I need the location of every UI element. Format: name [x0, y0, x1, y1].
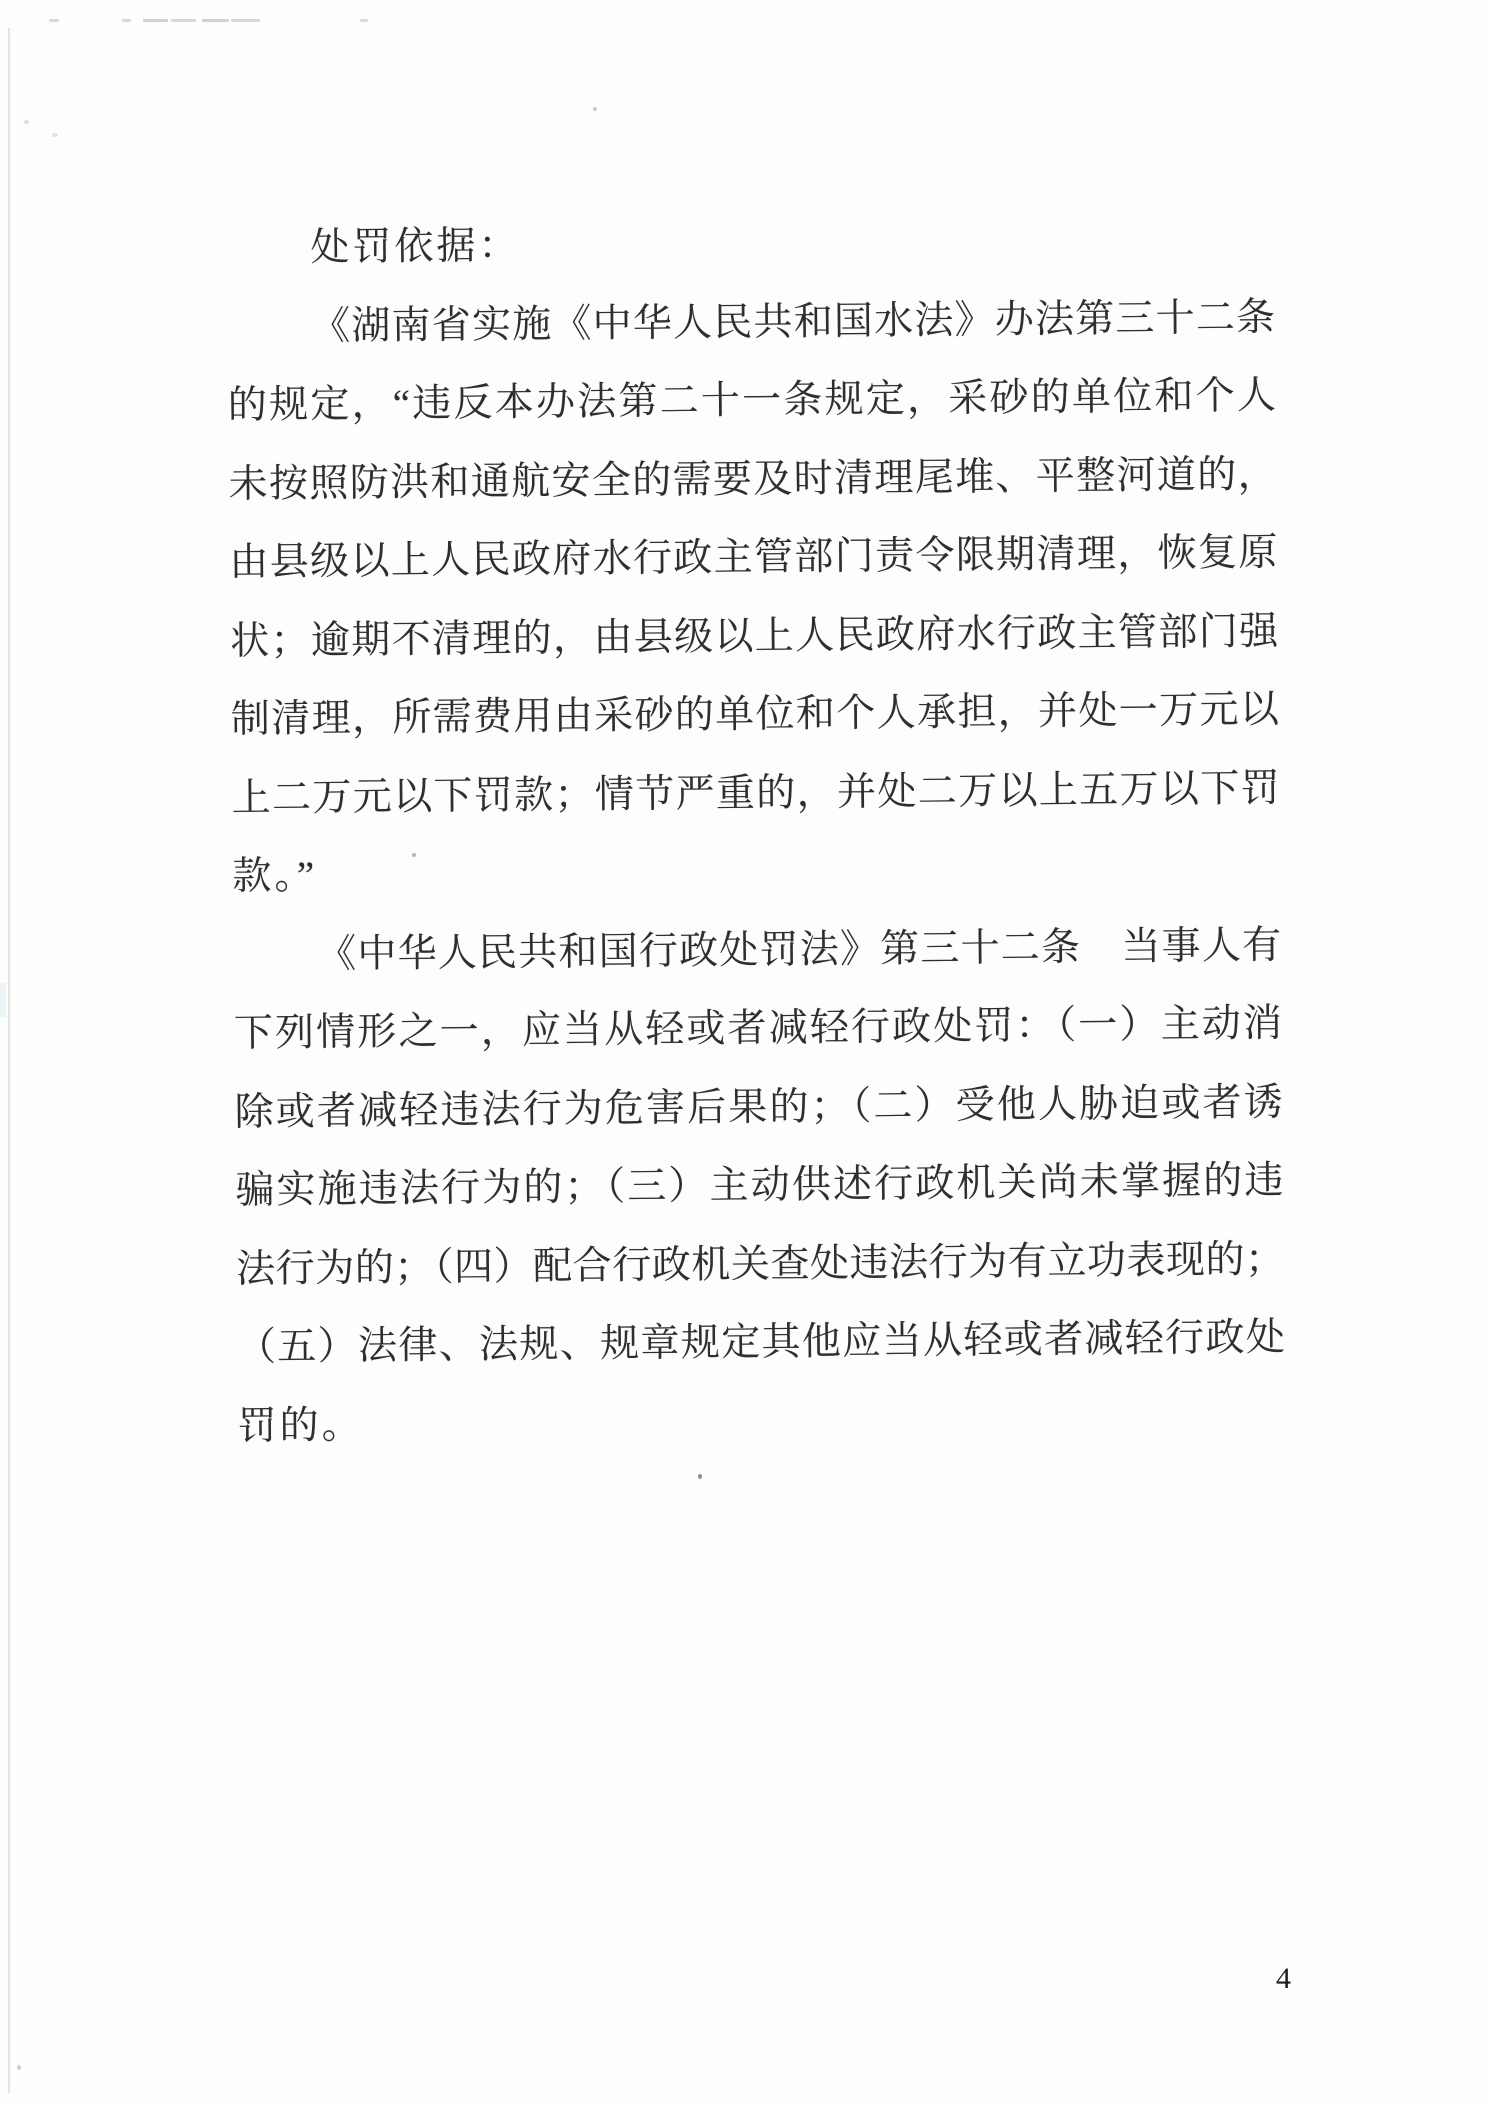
scan-artifact-speck — [698, 1474, 702, 1479]
scan-edge-line — [8, 28, 10, 2093]
text-line: 除或者减轻违法行为危害后果的；（二）受他人胁迫或者诱 — [234, 1080, 1283, 1134]
text-line: 未按照防洪和通航安全的需要及时清理尾堆、平整河道的， — [228, 452, 1277, 506]
text-line: 法行为的；（四）配合行政机关查处违法行为有立功表现的； — [235, 1237, 1285, 1291]
scan-artifact-dash — [143, 19, 168, 22]
scan-artifact-speck — [17, 2065, 21, 2070]
scan-artifact-dash — [171, 19, 196, 22]
scan-artifact-dash — [122, 19, 131, 22]
text-line: 状；逾期不清理的，由县级以上人民政府水行政主管部门强 — [229, 609, 1279, 663]
scan-artifact-dash — [360, 19, 368, 22]
scan-artifact-speck — [593, 107, 597, 111]
text-line: 下列情形之一，应当从轻或者减轻行政处罚：（一）主动消 — [233, 1001, 1283, 1055]
text-line: 的规定，“违反本办法第二十一条规定，采砂的单位和个人 — [227, 373, 1277, 427]
scan-artifact-speck — [52, 133, 58, 137]
text-line: 款。” — [232, 854, 318, 898]
text-line: 上二万元以下罚款；情节严重的，并处二万以上五万以下罚 — [231, 766, 1280, 820]
scan-artifact-speck — [24, 120, 29, 124]
scan-artifact-dash — [49, 19, 59, 22]
text-line: （五）法律、法规、规章规定其他应当从轻或者减轻行政处 — [236, 1315, 1286, 1369]
page-number: 4 — [1276, 1962, 1291, 1995]
scan-artifact-dash — [202, 19, 229, 22]
text-line: 骗实施违法行为的；（三）主动供述行政机关尚未掌握的违 — [235, 1158, 1284, 1212]
scan-artifact-smudge — [0, 983, 6, 1017]
text-line: 由县级以上人民政府水行政主管部门责令限期清理，恢复原 — [229, 530, 1278, 584]
text-line: 《湖南省实施《中华人民共和国水法》办法第三十二条 — [310, 295, 1276, 348]
heading-penalty-basis: 处罚依据： — [310, 224, 521, 270]
scan-artifact-dash — [231, 19, 260, 22]
text-line: 罚的。 — [237, 1403, 364, 1448]
document-body — [226, 200, 1286, 1466]
text-line: 制清理，所需费用由采砂的单位和个人承担，并处一万元以 — [230, 687, 1280, 741]
text-line: 《中华人民共和国行政处罚法》第三十二条 当事人有 — [316, 923, 1282, 976]
